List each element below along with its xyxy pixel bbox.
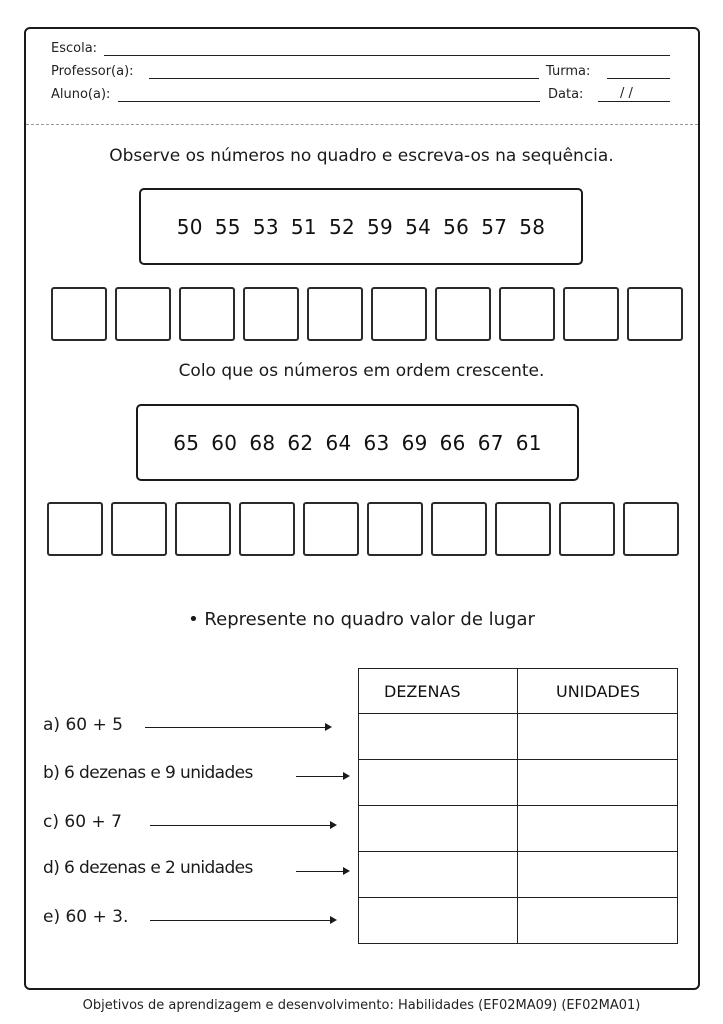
place-value-table	[358, 668, 678, 944]
class-line	[607, 78, 670, 79]
exercise2-number-box	[136, 404, 579, 481]
answer-box[interactable]	[303, 502, 359, 556]
number: 65	[173, 430, 200, 455]
answer-box[interactable]	[371, 287, 427, 341]
item-e: e) 60 + 3.	[43, 907, 129, 927]
answer-box[interactable]	[431, 502, 487, 556]
tens-header: DEZENAS	[359, 669, 518, 714]
date-line	[598, 101, 670, 102]
arrow-a	[145, 727, 330, 728]
exercise3-instruction: • Represente no quadro valor de lugar	[188, 609, 535, 630]
answer-box[interactable]	[243, 287, 299, 341]
tens-cell[interactable]	[359, 760, 518, 806]
number: 54	[405, 214, 432, 239]
answer-box[interactable]	[559, 502, 615, 556]
item-d: d) 6 dezenas e 2 unidades	[43, 858, 253, 878]
teacher-line	[149, 78, 539, 79]
answer-box[interactable]	[495, 502, 551, 556]
answer-box[interactable]	[563, 287, 619, 341]
item-a: a) 60 + 5	[43, 715, 123, 735]
number: 50	[176, 214, 203, 239]
number: 58	[519, 214, 546, 239]
item-b: b) 6 dezenas e 9 unidades	[43, 763, 253, 783]
header-separator	[26, 124, 698, 125]
class-label: Turma:	[546, 64, 591, 79]
answer-box[interactable]	[111, 502, 167, 556]
number: 62	[287, 430, 314, 455]
tens-cell[interactable]	[359, 714, 518, 760]
number: 55	[214, 214, 241, 239]
item-c: c) 60 + 7	[43, 812, 122, 832]
number: 52	[328, 214, 355, 239]
number: 69	[401, 430, 428, 455]
answer-box[interactable]	[51, 287, 107, 341]
date-slashes: / /	[620, 86, 633, 101]
units-cell[interactable]	[518, 852, 678, 898]
school-label: Escola:	[51, 41, 98, 56]
number: 51	[290, 214, 317, 239]
answer-box[interactable]	[175, 502, 231, 556]
tens-cell[interactable]	[359, 806, 518, 852]
answer-box[interactable]	[115, 287, 171, 341]
answer-box[interactable]	[367, 502, 423, 556]
answer-box[interactable]	[435, 287, 491, 341]
units-cell[interactable]	[518, 714, 678, 760]
answer-box[interactable]	[499, 287, 555, 341]
arrow-d	[296, 871, 348, 872]
teacher-label: Professor(a):	[51, 64, 134, 79]
number: 57	[481, 214, 508, 239]
number: 68	[249, 430, 276, 455]
units-cell[interactable]	[518, 760, 678, 806]
units-cell[interactable]	[518, 806, 678, 852]
answer-box[interactable]	[179, 287, 235, 341]
number: 66	[439, 430, 466, 455]
units-header: UNIDADES	[518, 669, 678, 714]
footer-objectives: Objetivos de aprendizagem e desenvolvimento: Habilidades (EF02MA09) (EF02MA01)	[82, 998, 641, 1013]
answer-box[interactable]	[623, 502, 679, 556]
number: 59	[367, 214, 394, 239]
number: 63	[363, 430, 390, 455]
answer-box[interactable]	[47, 502, 103, 556]
exercise1-instruction: Observe os números no quadro e escreva-os na sequência.	[109, 146, 614, 166]
arrow-b	[296, 776, 348, 777]
arrow-c	[150, 825, 335, 826]
tens-cell[interactable]	[359, 898, 518, 944]
exercise2-instruction: Colo que os números em ordem crescente.	[178, 361, 545, 381]
tens-cell[interactable]	[359, 852, 518, 898]
arrow-e	[150, 920, 335, 921]
answer-box[interactable]	[627, 287, 683, 341]
number: 60	[211, 430, 238, 455]
answer-box[interactable]	[239, 502, 295, 556]
date-label: Data:	[548, 87, 584, 102]
student-line	[118, 101, 540, 102]
number: 56	[443, 214, 470, 239]
units-cell[interactable]	[518, 898, 678, 944]
student-label: Aluno(a):	[51, 87, 111, 102]
number: 53	[252, 214, 279, 239]
number: 64	[325, 430, 352, 455]
number: 67	[477, 430, 504, 455]
school-line	[104, 55, 670, 56]
answer-box[interactable]	[307, 287, 363, 341]
exercise1-number-box	[139, 188, 583, 265]
number: 61	[515, 430, 542, 455]
